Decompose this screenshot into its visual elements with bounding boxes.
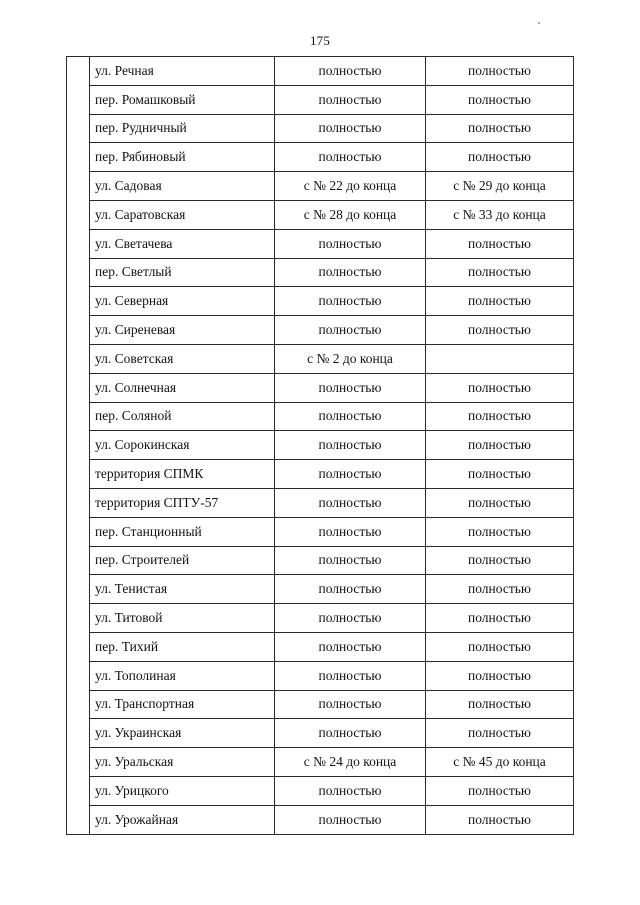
street-name-cell: ул. Сиреневая bbox=[90, 316, 275, 345]
range-cell-secondary: полностью bbox=[426, 546, 574, 575]
table-row bbox=[67, 805, 574, 834]
range-cell-secondary bbox=[426, 344, 574, 373]
range-cell-secondary: полностью bbox=[426, 488, 574, 517]
street-name-cell: пер. Строителей bbox=[90, 546, 275, 575]
table-row bbox=[67, 776, 574, 805]
range-cell-secondary: полностью bbox=[426, 661, 574, 690]
street-name-cell: территория СПМК bbox=[90, 460, 275, 489]
range-cell-primary: полностью bbox=[275, 546, 426, 575]
row-number-cell bbox=[67, 690, 90, 719]
street-name-cell: ул. Сорокинская bbox=[90, 431, 275, 460]
range-cell-secondary: полностью bbox=[426, 431, 574, 460]
table-body bbox=[67, 57, 574, 835]
table-row bbox=[67, 719, 574, 748]
range-cell-secondary: полностью bbox=[426, 575, 574, 604]
range-cell-secondary: полностью bbox=[426, 460, 574, 489]
range-cell-secondary: полностью bbox=[426, 85, 574, 114]
table-row bbox=[67, 172, 574, 201]
range-cell-primary: полностью bbox=[275, 661, 426, 690]
row-number-cell bbox=[67, 661, 90, 690]
street-name-cell: ул. Северная bbox=[90, 287, 275, 316]
range-cell-secondary: полностью bbox=[426, 776, 574, 805]
row-number-cell bbox=[67, 719, 90, 748]
street-name-cell: ул. Тенистая bbox=[90, 575, 275, 604]
table-row bbox=[67, 575, 574, 604]
row-number-cell bbox=[67, 200, 90, 229]
street-name-cell: пер. Соляной bbox=[90, 402, 275, 431]
range-cell-secondary: полностью bbox=[426, 373, 574, 402]
street-name-cell: ул. Транспортная bbox=[90, 690, 275, 719]
row-number-cell bbox=[67, 488, 90, 517]
range-cell-primary: полностью bbox=[275, 316, 426, 345]
table-row bbox=[67, 748, 574, 777]
page-number: 175 bbox=[309, 33, 331, 48]
range-cell-secondary: полностью bbox=[426, 604, 574, 633]
table-row bbox=[67, 57, 574, 86]
range-cell-primary: полностью bbox=[275, 460, 426, 489]
row-number-cell bbox=[67, 632, 90, 661]
street-name-cell: ул. Светачева bbox=[90, 229, 275, 258]
row-number-cell bbox=[67, 517, 90, 546]
range-cell-secondary: полностью bbox=[426, 805, 574, 834]
row-number-cell bbox=[67, 85, 90, 114]
range-cell-secondary: полностью bbox=[426, 114, 574, 143]
table-row bbox=[67, 373, 574, 402]
range-cell-primary: полностью bbox=[275, 776, 426, 805]
range-cell-secondary: полностью bbox=[426, 517, 574, 546]
street-name-cell: пер. Тихий bbox=[90, 632, 275, 661]
street-name-cell: ул. Советская bbox=[90, 344, 275, 373]
range-cell-primary: с № 2 до конца bbox=[275, 344, 426, 373]
table-row bbox=[67, 229, 574, 258]
street-name-cell: пер. Станционный bbox=[90, 517, 275, 546]
row-number-cell bbox=[67, 373, 90, 402]
streets-table bbox=[66, 56, 574, 835]
row-number-cell bbox=[67, 805, 90, 834]
street-name-cell: пер. Рудничный bbox=[90, 114, 275, 143]
table-row bbox=[67, 632, 574, 661]
row-number-cell bbox=[67, 316, 90, 345]
range-cell-secondary: полностью bbox=[426, 690, 574, 719]
range-cell-primary: полностью bbox=[275, 719, 426, 748]
range-cell-primary: полностью bbox=[275, 575, 426, 604]
table-row bbox=[67, 287, 574, 316]
range-cell-primary: полностью bbox=[275, 373, 426, 402]
range-cell-secondary: полностью bbox=[426, 57, 574, 86]
row-number-cell bbox=[67, 460, 90, 489]
range-cell-secondary: полностью bbox=[426, 632, 574, 661]
range-cell-secondary: с № 45 до конца bbox=[426, 748, 574, 777]
row-number-cell bbox=[67, 172, 90, 201]
row-number-cell bbox=[67, 143, 90, 172]
table-row bbox=[67, 488, 574, 517]
table-row bbox=[67, 258, 574, 287]
street-name-cell: ул. Садовая bbox=[90, 172, 275, 201]
table-row bbox=[67, 344, 574, 373]
table-row bbox=[67, 200, 574, 229]
street-name-cell: ул. Солнечная bbox=[90, 373, 275, 402]
street-name-cell: ул. Саратовская bbox=[90, 200, 275, 229]
street-name-cell: ул. Урожайная bbox=[90, 805, 275, 834]
street-name-cell: ул. Украинская bbox=[90, 719, 275, 748]
table-row bbox=[67, 546, 574, 575]
table-row bbox=[67, 431, 574, 460]
range-cell-primary: полностью bbox=[275, 114, 426, 143]
range-cell-primary: полностью bbox=[275, 690, 426, 719]
range-cell-primary: полностью bbox=[275, 57, 426, 86]
table-row bbox=[67, 316, 574, 345]
table-row bbox=[67, 690, 574, 719]
range-cell-secondary: полностью bbox=[426, 287, 574, 316]
range-cell-primary: полностью bbox=[275, 258, 426, 287]
street-name-cell: ул. Речная bbox=[90, 57, 275, 86]
street-name-cell: пер. Ромашковый bbox=[90, 85, 275, 114]
row-number-cell bbox=[67, 546, 90, 575]
range-cell-secondary: полностью bbox=[426, 143, 574, 172]
range-cell-primary: полностью bbox=[275, 287, 426, 316]
row-number-cell bbox=[67, 114, 90, 143]
row-number-cell bbox=[67, 229, 90, 258]
range-cell-primary: полностью bbox=[275, 517, 426, 546]
range-cell-secondary: полностью bbox=[426, 258, 574, 287]
street-name-cell: ул. Уральская bbox=[90, 748, 275, 777]
row-number-cell bbox=[67, 604, 90, 633]
range-cell-primary: полностью bbox=[275, 604, 426, 633]
range-cell-primary: с № 24 до конца bbox=[275, 748, 426, 777]
row-number-cell bbox=[67, 575, 90, 604]
table-row bbox=[67, 661, 574, 690]
range-cell-secondary: с № 33 до конца bbox=[426, 200, 574, 229]
range-cell-secondary: с № 29 до конца bbox=[426, 172, 574, 201]
table-row bbox=[67, 114, 574, 143]
range-cell-primary: полностью bbox=[275, 805, 426, 834]
row-number-cell bbox=[67, 402, 90, 431]
table-row bbox=[67, 143, 574, 172]
range-cell-secondary: полностью bbox=[426, 719, 574, 748]
street-name-cell: ул. Титовой bbox=[90, 604, 275, 633]
row-number-cell bbox=[67, 287, 90, 316]
range-cell-primary: полностью bbox=[275, 143, 426, 172]
range-cell-secondary: полностью bbox=[426, 316, 574, 345]
street-name-cell: пер. Рябиновый bbox=[90, 143, 275, 172]
row-number-cell bbox=[67, 57, 90, 86]
row-number-cell bbox=[67, 431, 90, 460]
scan-mark bbox=[538, 22, 540, 24]
table-row bbox=[67, 604, 574, 633]
range-cell-primary: с № 22 до конца bbox=[275, 172, 426, 201]
table-row bbox=[67, 517, 574, 546]
street-name-cell: ул. Тополиная bbox=[90, 661, 275, 690]
range-cell-primary: полностью bbox=[275, 85, 426, 114]
range-cell-primary: с № 28 до конца bbox=[275, 200, 426, 229]
street-name-cell: ул. Урицкого bbox=[90, 776, 275, 805]
range-cell-primary: полностью bbox=[275, 488, 426, 517]
row-number-cell bbox=[67, 776, 90, 805]
range-cell-primary: полностью bbox=[275, 632, 426, 661]
range-cell-secondary: полностью bbox=[426, 402, 574, 431]
range-cell-primary: полностью bbox=[275, 431, 426, 460]
row-number-cell bbox=[67, 258, 90, 287]
table-row bbox=[67, 85, 574, 114]
street-name-cell: пер. Светлый bbox=[90, 258, 275, 287]
range-cell-primary: полностью bbox=[275, 229, 426, 258]
range-cell-secondary: полностью bbox=[426, 229, 574, 258]
table-row bbox=[67, 402, 574, 431]
range-cell-primary: полностью bbox=[275, 402, 426, 431]
table-row bbox=[67, 460, 574, 489]
row-number-cell bbox=[67, 748, 90, 777]
row-number-cell bbox=[67, 344, 90, 373]
street-name-cell: территория СПТУ-57 bbox=[90, 488, 275, 517]
